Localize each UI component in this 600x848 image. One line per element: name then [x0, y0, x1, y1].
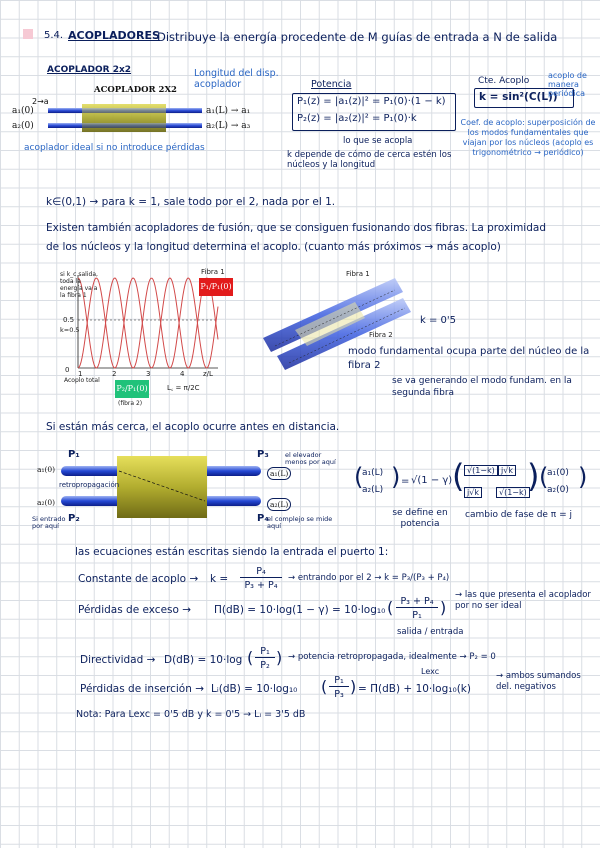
text-line-3: de los núcleos y la longitud determina el acoplo. (cuanto más próximos → más acoplo) — [46, 241, 501, 253]
excess-note: → las que presenta el acoplador por no ser ideal — [455, 590, 591, 611]
equations-intro: las ecuaciones están escritas siendo la entrada el puerto 1: — [75, 546, 389, 558]
matrix-rhs-lbracket: ( — [539, 463, 549, 491]
p3-note: el elevador menos por aquí — [285, 451, 336, 466]
fused-note-1: modo fundamental ocupa parte del núcleo de la fibra 2 — [348, 346, 590, 371]
excess-rparen: ) — [440, 598, 447, 617]
ratio-p1-badge: P₁/P₁(0) — [199, 278, 233, 296]
coupling-definition: Coef. de acoplo: superposición de los modos fundamentales que viajan por los núcleos (acoplo es trigonométrico → periódico) — [460, 118, 596, 157]
ins-rparen: ) — [350, 677, 357, 696]
matrix-lhs-lbracket: ( — [354, 463, 364, 491]
coupling-numerator: P₄ — [240, 566, 282, 578]
port-p4: P₄ — [257, 513, 269, 524]
plot-y-half: 0.5 — [63, 316, 75, 324]
box-a1-in: a₁(0) — [37, 465, 56, 474]
text-line-2: Existen también acopladores de fusión, que se consiguen fusionando dos fibras. La proximidad — [46, 222, 546, 234]
plot-y-zero: 0 — [65, 366, 70, 374]
excess-loss-label: Pérdidas de exceso → — [78, 604, 192, 616]
matrix-lhs-rbracket: ) — [391, 463, 401, 491]
matrix-m12: j√k — [498, 465, 516, 476]
k-dependency-note: k depende de cómo de cerca estén los núcleos y la longitud — [287, 150, 452, 170]
matrix-m11: √(1−k) — [464, 465, 498, 476]
directivity-label: Directividad → — [80, 654, 156, 666]
excess-lparen: ( — [387, 598, 394, 617]
closer-text: Si están más cerca, el acoplo ocurre antes en distancia. — [46, 421, 340, 433]
coupler-input-a2: a₂(0) — [12, 121, 34, 131]
plot-fibra2-label: (fibra 2) — [118, 400, 143, 407]
matrix-equals: = — [401, 476, 410, 487]
insertion-numerator: P₁ — [329, 675, 349, 687]
matrix-lbracket: ( — [452, 457, 465, 495]
power-equation-1: P₁(z) = |a₁(z)|² = P₁(0)·(1 − k) — [297, 96, 446, 107]
fused-fibra1-label: Fibra 1 — [346, 270, 370, 278]
excess-denominator: P₁ — [412, 610, 422, 621]
length-note: Longitud del disp. acoplador — [194, 68, 279, 90]
plot-left-note: si k_c salida, toda la energía va a la fibra 1 — [60, 271, 98, 299]
ratio-p2-badge: P₂/P₁(0) — [115, 380, 149, 398]
coupler-2x2-diagram — [40, 100, 210, 140]
fused-note-2: se va generando el modo fundam. en la segunda fibra — [392, 376, 572, 398]
coupler-figure-title: ACOPLADOR 2X2 — [94, 85, 177, 95]
plot-lc-label: L꜀ = π/2C — [167, 384, 200, 392]
page-marker — [23, 29, 33, 39]
box-a2-in: a₂(0) — [37, 498, 56, 507]
matrix-m21: j√k — [464, 487, 482, 498]
power-equation-2: P₂(z) = |a₂(z)|² = P₁(0)·k — [297, 113, 417, 124]
port-p1: P₁ — [68, 449, 80, 460]
four-port-coupler-diagram — [55, 456, 265, 524]
excess-loss-formula: Π(dB) = 10·log(1 − γ) = 10·log₁₀ — [214, 604, 386, 616]
insertion-rhs: = Π(dB) + 10·log₁₀(k) — [358, 683, 471, 695]
matrix-lhs-bottom: a₂(L) — [362, 485, 384, 495]
insertion-denominator: P₃ — [334, 689, 344, 700]
coupler-output-a1: a₁(L) → a₁ — [206, 106, 251, 116]
coupling-constant-label: Constante de acoplo → — [78, 573, 199, 585]
power-heading: Potencia — [311, 79, 352, 90]
box-a1-out: a₁(L) — [267, 467, 291, 480]
directivity-note: → potencia retropropagada, idealmente → P₂ = 0 — [288, 652, 496, 662]
matrix-power-note: se define en potencia — [392, 508, 448, 529]
section-number: 5.4. — [44, 30, 64, 41]
ideal-coupler-note: acoplador ideal si no introduce pérdidas — [24, 143, 205, 153]
coupling-formula: k = sin²(C(L)) — [479, 91, 558, 103]
matrix-m22: √(1−k) — [496, 487, 530, 498]
p2-note: Si entrado por aquí — [32, 515, 66, 530]
coupler-small-label: 2→a — [32, 97, 49, 106]
fused-k-value: k = 0'5 — [420, 315, 457, 326]
excess-numerator: P₃ + P₄ — [396, 596, 438, 608]
insertion-note: → ambos sumandos del. negativos — [496, 671, 581, 692]
matrix-rhs-top: a₁(0) — [547, 468, 569, 478]
coupler-output-a2: a₂(L) → a₃ — [206, 121, 251, 131]
matrix-phase-note: cambio de fase de π = j — [465, 510, 572, 520]
plot-xaxis-label: z/L — [203, 370, 213, 378]
plot-tick-1: 1 — [78, 370, 83, 378]
plot-acoplo-label: Acoplo total — [64, 377, 100, 384]
periodic-note: acoplo de manera periódica — [548, 71, 587, 98]
excess-sub-note: salida / entrada — [397, 627, 464, 637]
coupling-k: k = — [210, 573, 229, 585]
insertion-loss-label: Pérdidas de inserción → — [80, 683, 204, 695]
box-a2-out: a₂(L) — [267, 498, 291, 511]
plot-k-label: k=0.5 — [60, 326, 80, 334]
matrix-lhs-top: a₁(L) — [362, 468, 384, 478]
port-p2: P₂ — [68, 513, 80, 524]
matrix-loss-factor: √(1 − γ) — [411, 475, 453, 486]
matrix-rhs-bottom: a₂(0) — [547, 485, 569, 495]
plot-fibra1-label: Fibra 1 — [201, 268, 225, 276]
section-title: ACOPLADORES — [68, 29, 160, 42]
coupled-note: lo que se acopla — [343, 136, 413, 146]
matrix-rbracket: ) — [527, 457, 540, 495]
dir-lparen: ( — [247, 648, 254, 667]
dir-rparen: ) — [276, 648, 283, 667]
plot-tick-4: 4 — [180, 370, 185, 378]
directivity-denominator: P₂ — [260, 660, 270, 671]
plot-tick-2: 2 — [112, 370, 117, 378]
coupling-const-label: Cte. Acoplo — [478, 76, 530, 86]
ins-lparen: ( — [321, 677, 328, 696]
coupling-denominator: P₃ + P₄ — [244, 580, 278, 591]
directivity-formula: D(dB) = 10·log — [164, 654, 243, 666]
matrix-rhs-rbracket: ) — [578, 463, 588, 491]
coupler-heading: ACOPLADOR 2x2 — [47, 65, 132, 75]
coupling-note: → entrando por el 2 → k = P₃/(P₃ + P₄) — [288, 573, 450, 583]
insertion-loss-formula: Lᵢ(dB) = 10·log₁₀ — [211, 683, 298, 695]
insertion-lexc: Lexc — [421, 667, 440, 676]
p4-note: el complejo se mide aquí — [267, 515, 333, 530]
port-p3: P₃ — [257, 449, 269, 460]
plot-tick-3: 3 — [146, 370, 151, 378]
fused-fibra2-label: Fibra 2 — [369, 331, 393, 339]
text-line-1: k∈(0,1) → para k = 1, sale todo por el 2, nada por el 1. — [46, 196, 336, 208]
nota-line: Nota: Para Lexc = 0'5 dB y k = 0'5 → Lᵢ = 3'5 dB — [76, 709, 306, 720]
retro-label: retropropagación — [59, 481, 120, 489]
coupler-input-a1: a₁(0) — [12, 106, 34, 116]
section-description: Distribuye la energía procedente de M guías de entrada a N de salida — [157, 30, 558, 44]
directivity-numerator: P₁ — [255, 646, 275, 658]
